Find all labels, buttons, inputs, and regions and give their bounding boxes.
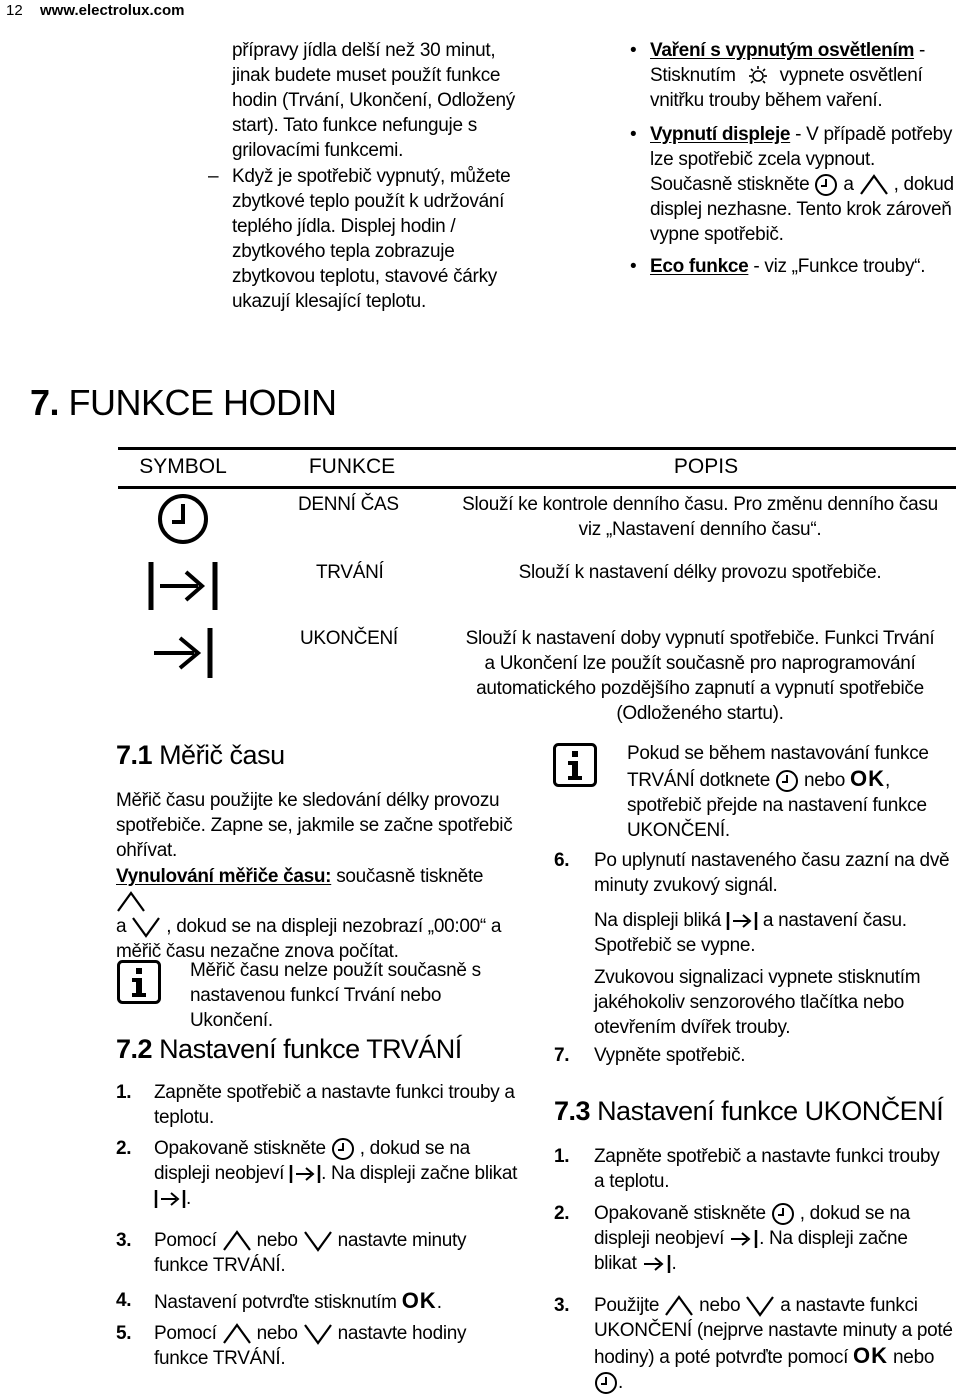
description-end: Slouží k nastavení doby vypnutí spotřebiče. Funkci Trvání a Ukončení lze použít současně pro naprogramování automatického pozdějšího zapnutí a vypnutí spotřebiče (Odloženého startu). <box>465 628 935 724</box>
duration-icon <box>726 910 758 932</box>
col-header-description: POPIS <box>456 452 956 486</box>
list-item: Po uplynutí nastaveného času zazní na dvě minuty zvukový signál. <box>594 850 950 896</box>
step-6-display-text: Na displeji bliká a nastavení času. Spotřebič se vypne. <box>594 910 907 956</box>
down-arrow-icon <box>745 1295 775 1317</box>
list-item: Použijte nebo a nastavte funkci UKONČENÍ (nejprve nastavte minuty a poté hodiny) a poté potvrďte pomocí OK nebo . <box>594 1295 953 1393</box>
clock-icon <box>814 173 838 197</box>
ok-icon: OK <box>853 1343 889 1368</box>
down-arrow-icon <box>131 916 161 938</box>
col-header-symbol: SYMBOL <box>118 452 248 486</box>
list-item: Nastavení potvrďte stisknutím OK. <box>154 1288 442 1313</box>
duration-note: Pokud se během nastavování funkce TRVÁNÍ dotknete nebo OK, spotřebič přejde na nastavení funkce UKONČENÍ. <box>627 743 929 841</box>
bullet-eco: Eco funkce - viz „Funkce trouby“. <box>650 256 926 277</box>
clock-icon <box>771 1202 795 1226</box>
up-arrow-icon <box>222 1323 252 1345</box>
list-item: Opakovaně stiskněte , dokud se na displeji neobjeví . Na displeji začne blikat . <box>594 1203 910 1274</box>
subsection-heading-7-3: 7.3 Nastavení funkce UKONČENÍ <box>554 1096 944 1126</box>
intro-paragraph-1: přípravy jídla delší než 30 minut, jinak budete muset použít funkce hodin (Trvání, Ukončení, Odložený start). Tato funkce nefunguje s grilovacími funkcemi. <box>232 40 515 161</box>
info-icon <box>117 960 161 1004</box>
end-icon <box>642 1253 672 1275</box>
timer-reset-paragraph: Vynulování měřiče času: současně tiskněte a , dokud se na displeji nezobrazí „00:00“ a měřič času nezačne znova počítat. <box>116 866 502 962</box>
down-arrow-icon <box>303 1230 333 1252</box>
duration-icon <box>154 1188 186 1210</box>
subsection-heading-7-1: 7.1 Měřič času <box>116 740 285 770</box>
end-icon <box>150 625 216 681</box>
page-number: 12 <box>6 2 23 19</box>
header-url[interactable]: www.electrolux.com <box>40 2 185 19</box>
description-daily-time: Slouží ke kontrole denního času. Pro změnu denního času viz „Nastavení denního času“. <box>462 494 938 540</box>
up-arrow-icon <box>664 1295 694 1317</box>
list-item: Zapněte spotřebič a nastavte funkci trouby a teplotu. <box>594 1146 940 1192</box>
list-item: Zapněte spotřebič a nastavte funkci trouby a teplotu. <box>154 1082 515 1128</box>
col-header-function: FUNKCE <box>252 452 452 486</box>
function-daily-time: DENNÍ ČAS <box>298 494 399 515</box>
list-item: Opakovaně stiskněte , dokud se na displeji neobjeví . Na displeji začne blikat . <box>154 1138 518 1209</box>
info-icon <box>553 743 597 787</box>
clock-icon <box>594 1371 618 1395</box>
clock-icon <box>156 492 210 546</box>
step-6-signal-text: Zvukovou signalizaci vypnete stisknutím jakéhokoliv senzorového tlačítka nebo otevřením dvířek trouby. <box>594 967 921 1038</box>
function-duration: TRVÁNÍ <box>316 562 384 583</box>
ok-icon: OK <box>850 766 886 791</box>
subsection-heading-7-2: 7.2 Nastavení funkce TRVÁNÍ <box>116 1034 462 1064</box>
up-arrow-icon <box>222 1230 252 1252</box>
timer-paragraph: Měřič času použijte ke sledování délky provozu spotřebiče. Zapne se, jakmile se začne spotřebič ohřívat. <box>116 790 513 861</box>
section-heading: 7. FUNKCE HODIN <box>30 382 337 423</box>
description-duration: Slouží k nastavení délky provozu spotřebiče. <box>518 562 882 583</box>
list-item: Vypněte spotřebič. <box>594 1045 746 1066</box>
list-item: Pomocí nebo nastavte hodiny funkce TRVÁNÍ. <box>154 1323 467 1369</box>
up-arrow-icon <box>859 174 889 196</box>
end-icon <box>729 1228 759 1250</box>
light-icon <box>741 66 775 86</box>
list-item: Pomocí nebo nastavte minuty funkce TRVÁNÍ. <box>154 1230 467 1276</box>
intro-paragraph-2: Když je spotřebič vypnutý, můžete zbytkové teplo použít k udržování teplého jídla. Displej hodin / zbytkového tepla zobrazuje zbytkovou teplotu, stavové čárky ukazují klesající teplotu. <box>232 166 511 312</box>
bullet-display-off: Vypnutí displeje - V případě potřeby lze spotřebič zcela vypnout. Současně stiskněte a , dokud displej nezhasne. Tento krok zároveň vypne spotřebič. <box>650 124 954 245</box>
duration-icon <box>146 560 220 612</box>
timer-note: Měřič času nelze použít současně s nastavenou funkcí Trvání nebo Ukončení. <box>190 960 481 1031</box>
up-arrow-icon <box>116 891 146 913</box>
bullet-light-off: Vaření s vypnutým osvětlením - Stisknutím vypnete osvětlení vnitřku trouby během vaření. <box>650 40 926 111</box>
clock-icon <box>331 1137 355 1161</box>
clock-icon <box>775 769 799 793</box>
duration-icon <box>289 1163 321 1185</box>
dash-bullet: – <box>208 166 219 187</box>
down-arrow-icon <box>303 1323 333 1345</box>
function-end: UKONČENÍ <box>300 628 398 649</box>
ok-icon: OK <box>401 1288 437 1313</box>
